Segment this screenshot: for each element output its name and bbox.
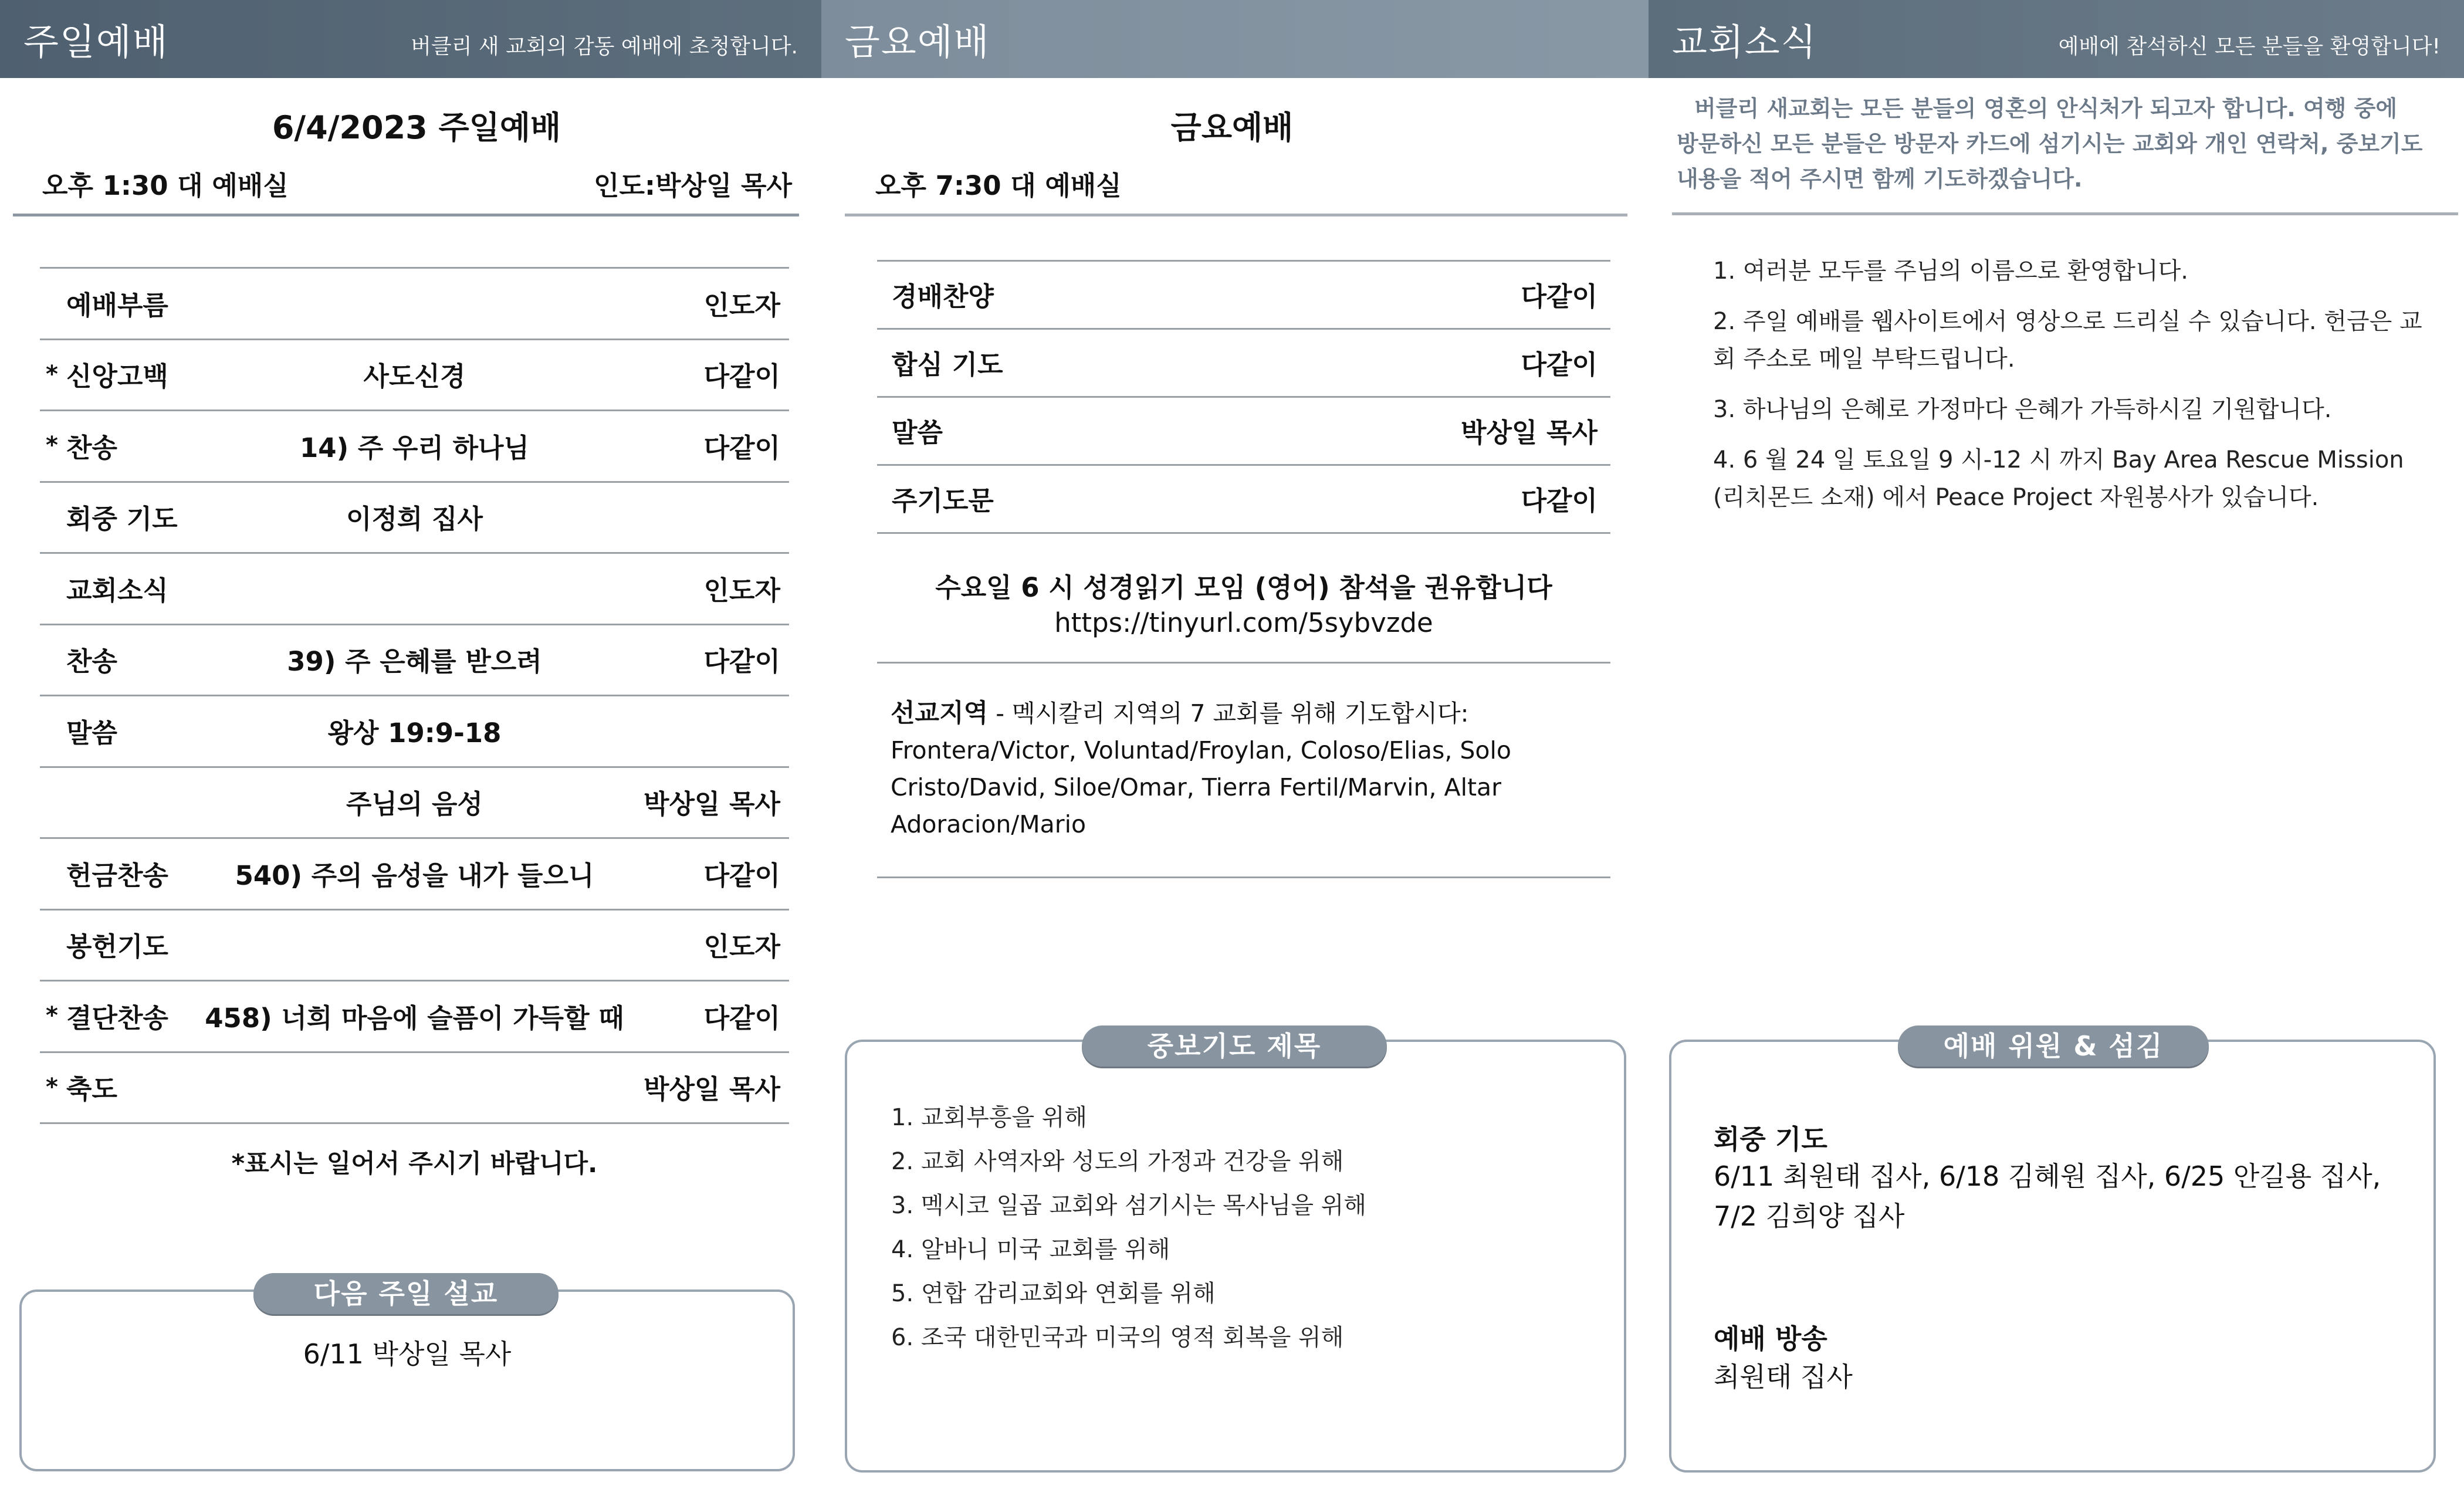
congregational-prayer-text: 6/11 최원태 집사, 6/18 김혜원 집사, 6/25 안길용 집사, 7/2 김희양 집사 xyxy=(1714,1160,2381,1232)
order-item-label: 합심 기도 xyxy=(892,348,1003,380)
order-item-leader: 다같이 xyxy=(1521,348,1597,380)
news-header-title: 교회소식 xyxy=(1672,21,1817,63)
order-divider xyxy=(877,532,1610,534)
order-item-leader: 다같이 xyxy=(703,646,780,677)
welcome-notice xyxy=(1677,91,2445,197)
announcement-item: 1. 여러분 모두를 주님의 이름으로 환영합니다. xyxy=(1713,258,2188,285)
mission-label: 선교지역 xyxy=(891,699,989,728)
next-week-sermon-label: 다음 주일 설교 xyxy=(253,1273,559,1314)
order-row xyxy=(40,980,789,1051)
friday-service-title: 금요예배 xyxy=(1170,109,1294,146)
friday-panel xyxy=(821,0,1649,1496)
order-row xyxy=(40,1051,789,1123)
sunday-header-title: 주일예배 xyxy=(23,21,169,63)
order-item-leader: 다같이 xyxy=(1521,485,1597,516)
news-header xyxy=(1649,0,2464,78)
sunday-panel xyxy=(0,0,821,1496)
order-row xyxy=(877,464,1610,532)
order-item-leader: 인도자 xyxy=(703,289,780,321)
announcement-item: 3. 하나님의 은혜로 가정마다 은혜가 가득하시길 기원합니다. xyxy=(1713,396,2332,423)
announcements-list xyxy=(1713,252,2435,529)
sunday-time-location: 오후 1:30 대 예배실 xyxy=(42,170,289,201)
friday-header-divider xyxy=(845,214,1627,216)
order-row xyxy=(40,481,789,553)
order-row xyxy=(877,328,1610,396)
order-star-mark: * xyxy=(46,360,58,388)
prayer-topic-item: 6. 조국 대한민국과 미국의 영적 회복을 위해 xyxy=(891,1324,1344,1351)
notice-line: 내용을 적어 주시면 함께 기도하겠습니다. xyxy=(1677,166,2083,192)
order-item-detail: 14) 주 우리 하나님 xyxy=(299,432,529,463)
order-star-mark: * xyxy=(46,1073,58,1101)
order-item-leader: 다같이 xyxy=(703,432,780,463)
news-header-subtitle: 예배에 참석하신 모든 분들을 환영합니다! xyxy=(2058,35,2441,59)
order-row xyxy=(877,396,1610,464)
worship-staff-box xyxy=(1669,1040,2436,1473)
order-item-label: 찬송 xyxy=(66,646,117,677)
order-star-mark: * xyxy=(46,1002,58,1029)
order-item-leader: 다같이 xyxy=(1521,280,1597,312)
prayer-topics-box xyxy=(845,1040,1626,1473)
order-row xyxy=(40,909,789,980)
order-row xyxy=(877,260,1610,328)
prayer-topic-item: 5. 연합 감리교회와 연회를 위해 xyxy=(891,1280,1216,1307)
order-row xyxy=(40,267,789,339)
order-item-label: 축도 xyxy=(66,1074,117,1105)
notice-line: 버클리 새교회는 모든 분들의 영혼의 안식처가 되고자 합니다. 여행 중에 xyxy=(1694,96,2398,121)
order-row xyxy=(40,695,789,766)
order-item-detail: 540) 주의 음성을 내가 들으니 xyxy=(235,859,594,891)
order-item-detail: 왕상 19:9-18 xyxy=(327,717,502,749)
sunday-header xyxy=(0,0,821,78)
order-item-label: 신앙고백 xyxy=(66,361,168,392)
order-row xyxy=(40,766,789,838)
sunday-service-title: 6/4/2023 주일예배 xyxy=(272,109,561,146)
order-item-label: 말씀 xyxy=(66,717,117,749)
divider xyxy=(877,662,1610,664)
prayer-topic-item: 2. 교회 사역자와 성도의 가정과 건강을 위해 xyxy=(891,1148,1344,1175)
order-item-label: 예배부름 xyxy=(66,289,168,321)
order-row xyxy=(40,409,789,481)
prayer-topics-label: 중보기도 제목 xyxy=(1082,1025,1387,1067)
broadcast-text: 최원태 집사 xyxy=(1714,1361,1853,1393)
congregational-prayer-label: 회중 기도 xyxy=(1714,1123,1827,1155)
notice-divider xyxy=(1672,212,2458,215)
order-star-mark: * xyxy=(46,432,58,459)
order-item-leader: 박상일 목사 xyxy=(643,1074,780,1105)
next-week-sermon-box xyxy=(19,1289,795,1471)
order-item-label: 찬송 xyxy=(66,432,117,463)
broadcast-label: 예배 방송 xyxy=(1714,1323,1827,1355)
mission-line: Cristo/David, Siloe/Omar, Tierra Fertil/Marvin, Altar xyxy=(891,773,1502,801)
order-item-leader: 박상일 목사 xyxy=(1460,417,1597,448)
order-divider xyxy=(40,1122,789,1124)
worship-staff-label: 예배 위원 & 섬김 xyxy=(1898,1025,2209,1067)
news-panel xyxy=(1649,0,2464,1496)
prayer-topic-item: 1. 교회부흥을 위해 xyxy=(891,1104,1088,1131)
order-item-label: 주기도문 xyxy=(892,485,994,516)
order-item-leader: 다같이 xyxy=(703,1002,780,1034)
order-row xyxy=(40,552,789,624)
sunday-header-divider xyxy=(13,214,799,216)
standing-note: *표시는 일어서 주시기 바랍니다. xyxy=(231,1149,598,1179)
order-row xyxy=(40,339,789,410)
friday-header xyxy=(821,0,1649,78)
order-item-leader: 인도자 xyxy=(703,931,780,962)
order-item-leader: 다같이 xyxy=(703,859,780,891)
order-item-detail: 39) 주 은혜를 받으려 xyxy=(287,646,542,677)
order-item-detail: 이정희 집사 xyxy=(346,503,483,534)
order-item-leader: 인도자 xyxy=(703,574,780,606)
order-item-leader: 다같이 xyxy=(703,361,780,392)
order-item-label: 봉헌기도 xyxy=(66,931,168,962)
notice-line: 방문하신 모든 분들은 방문자 카드에 섬기시는 교회와 개인 연락처, 중보기도 xyxy=(1677,131,2423,157)
order-item-detail: 사도신경 xyxy=(363,361,466,392)
order-item-detail: 458) 너희 마음에 슬픔이 가득할 때 xyxy=(205,1002,624,1034)
mission-block xyxy=(891,695,1606,843)
mission-text: - 멕시칼리 지역의 7 교회를 위해 기도합시다: xyxy=(988,699,1469,727)
order-item-label: 말씀 xyxy=(892,417,943,448)
announcement-item: 4. 6 월 24 일 토요일 9 시-12 시 까지 Bay Area Rescue Mission (리치몬드 소재) 에서 Peace Project 자원봉사가 있습니다. xyxy=(1713,446,2404,511)
sunday-leader: 인도:박상일 목사 xyxy=(594,170,792,201)
friday-header-title: 금요예배 xyxy=(845,21,990,63)
order-row xyxy=(40,624,789,695)
mission-line: Adoracion/Mario xyxy=(891,810,1087,838)
order-item-label: 경배찬양 xyxy=(892,280,994,312)
mission-line: Frontera/Victor, Voluntad/Froylan, Coloso/Elias, Solo xyxy=(891,736,1511,764)
announcement-item: 2. 주일 예배를 웹사이트에서 영상으로 드리실 수 있습니다. 헌금은 교회 주소로 메일 부탁드립니다. xyxy=(1713,308,2422,373)
prayer-topics-list xyxy=(891,1096,1366,1360)
prayer-topic-item: 4. 알바니 미국 교회를 위해 xyxy=(891,1236,1170,1263)
bible-study-notice: 수요일 6 시 성경읽기 모임 (영어) 참석을 권유합니다 xyxy=(935,572,1552,603)
order-item-leader: 박상일 목사 xyxy=(643,788,780,820)
order-item-label: 헌금찬송 xyxy=(66,859,168,891)
friday-time-location: 오후 7:30 대 예배실 xyxy=(875,170,1122,201)
divider xyxy=(877,876,1610,878)
order-item-label: 회중 기도 xyxy=(66,503,178,534)
order-item-label: 결단찬송 xyxy=(66,1002,168,1034)
order-item-detail: 주님의 음성 xyxy=(346,788,483,820)
order-item-label: 교회소식 xyxy=(66,574,168,606)
sunday-header-subtitle: 버클리 새 교회의 감동 예배에 초청합니다. xyxy=(411,35,798,59)
prayer-topic-item: 3. 멕시코 일곱 교회와 섬기시는 목사님을 위해 xyxy=(891,1192,1366,1219)
next-week-sermon-text: 6/11 박상일 목사 xyxy=(303,1338,512,1370)
bible-study-url[interactable]: https://tinyurl.com/5sybvzde xyxy=(1054,607,1433,638)
order-row xyxy=(40,837,789,909)
